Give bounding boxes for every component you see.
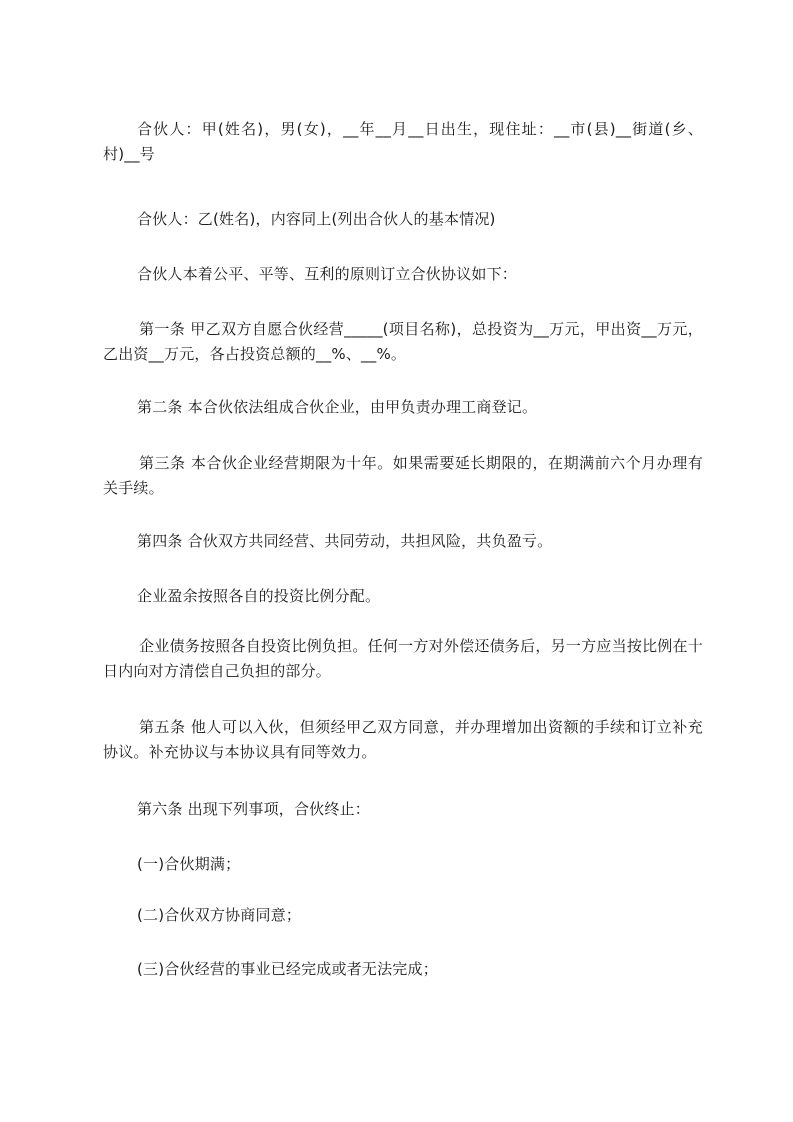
article-5-paragraph: 第五条 他人可以入伙，但须经甲乙双方同意，并办理增加出资额的手续和订立补充协议。补充协议与本协议具有同等效力。 (103, 718, 703, 761)
article-2-paragraph: 第二条 本合伙依法组成合伙企业，由甲负责办理工商登记。 (137, 398, 538, 416)
profit-distribution-paragraph: 企业盈余按照各自的投资比例分配。 (137, 587, 381, 605)
article-1-paragraph: 第一条 甲乙双方自愿合伙经营_____(项目名称)，总投资为__万元，甲出资__万元，乙出资__万元，各占投资总额的__%、__%。 (103, 320, 703, 363)
termination-item-1: (一)合伙期满； (137, 855, 241, 873)
article-4-paragraph: 第四条 合伙双方共同经营、共同劳动，共担风险，共负盈亏。 (137, 532, 553, 550)
termination-item-3: (三)合伙经营的事业已经完成或者无法完成； (137, 960, 438, 978)
preamble-paragraph: 合伙人本着公平、平等、互利的原则订立合伙协议如下： (137, 265, 518, 283)
article-3-paragraph: 第三条 本合伙企业经营期限为十年。如果需要延长期限的，在期满前六个月办理有关手续。 (103, 454, 703, 497)
article-6-paragraph: 第六条 出现下列事项，合伙终止： (137, 800, 370, 818)
partner-b-paragraph: 合伙人：乙(姓名)，内容同上(列出合伙人的基本情况) (137, 210, 496, 228)
partner-a-paragraph: 合伙人：甲(姓名)，男(女)，__年__月__日出生，现住址：__市(县)__街道(乡、村)__号 (103, 120, 703, 163)
debt-liability-paragraph: 企业债务按照各自投资比例负担。任何一方对外偿还债务后，另一方应当按比例在十日内向对方清偿自己负担的部分。 (103, 637, 703, 680)
termination-item-2: (二)合伙双方协商同意； (137, 906, 302, 924)
